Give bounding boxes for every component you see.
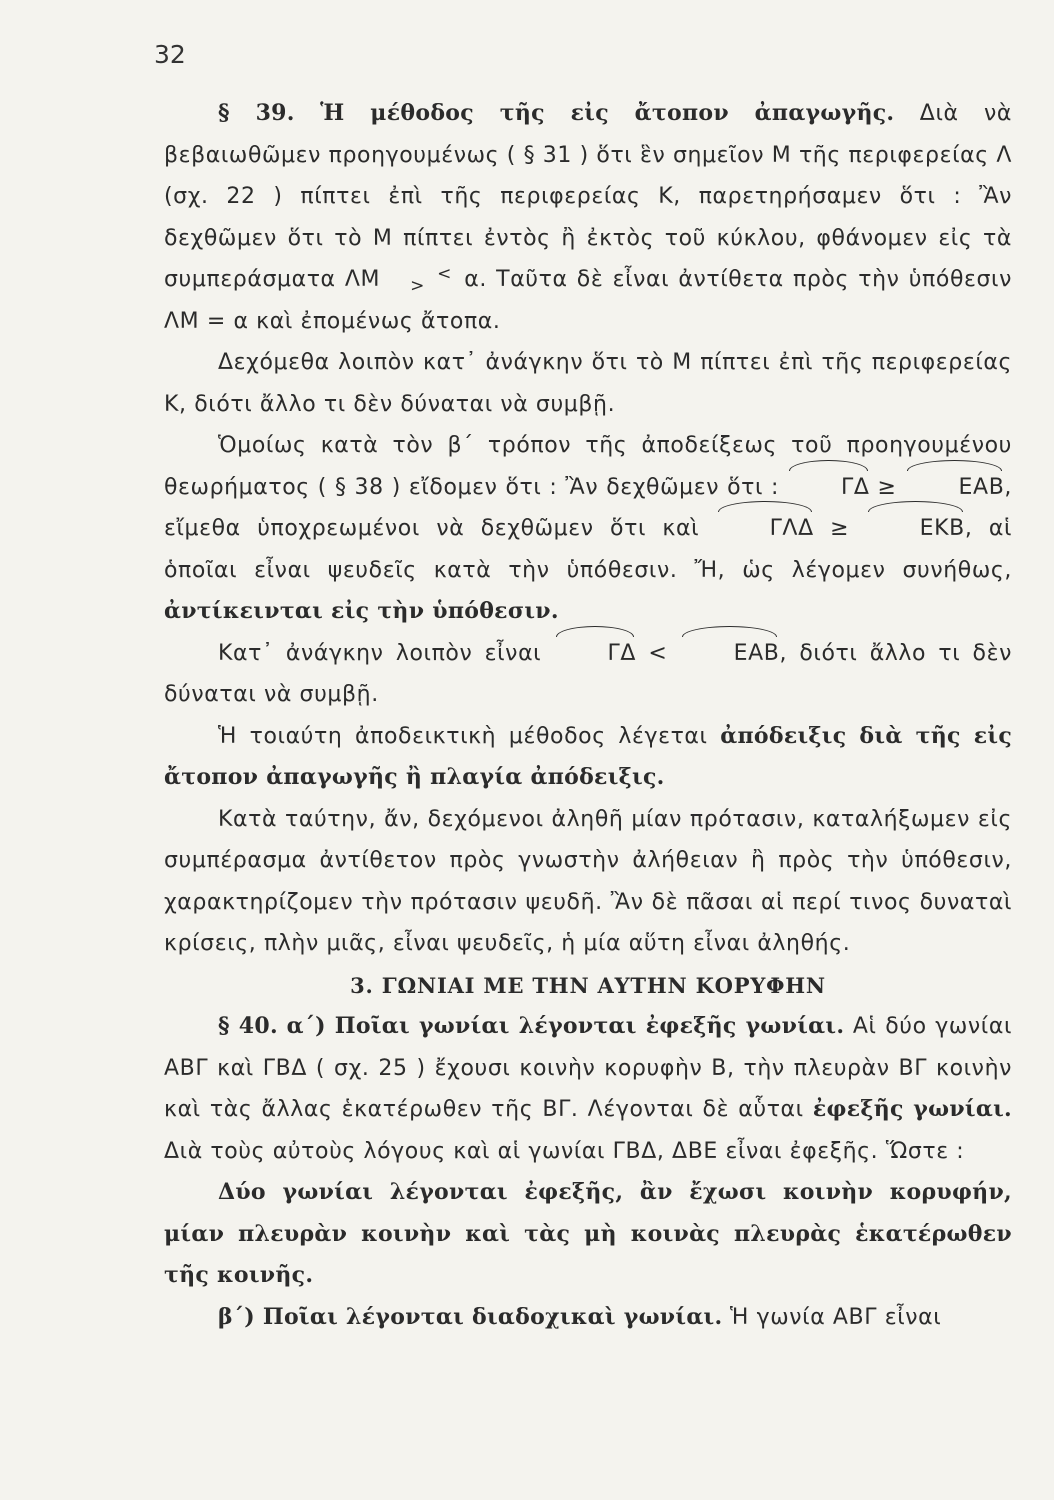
s40-subtitle-a: α΄) Ποῖαι γωνίαι λέγονται ἐφεξῆς γωνίαι. xyxy=(286,1013,845,1039)
s39-p1-text-a: Διὰ νὰ βεβαιωθῶμεν προηγουμένως ( § 31 ) ὅτι ἓν σημεῖον Μ τῆς περιφερείας Λ (σχ. 22 ) πίπτει ἐπὶ τῆς περιφερείας Κ, παρετηρήσαμεν ὅτι : Ἂν δεχθῶμεν ὅτι τὸ Μ πίπτει ἐντὸς ἢ ἐκτὸς τοῦ κύκλου, φθάνομεν εἰς τὰ συμπεράσματα ΛΜ xyxy=(164,101,1012,292)
page-number: 32 xyxy=(154,40,186,69)
s39-p5-emphasis: ἀπόδειξις διὰ τῆς εἰς ἄτοπον ἀπαγωγῆς ἢ πλαγία ἀπόδειξις. xyxy=(164,722,1013,790)
s39-paragraph-3 xyxy=(164,425,1012,633)
s39-p4-text-a: Κατ᾽ ἀνάγκην λοιπὸν εἶναι xyxy=(218,640,554,666)
arc-gld: ΓΛΔ xyxy=(716,508,814,550)
relation-sign: < xyxy=(636,640,680,666)
s39-p3-text-c: , αἱ ὁποῖαι εἶναι ψευδεῖς κατὰ τὴν ὑπόθεσιν. Ἤ, ὡς λέγομεν συνήθως, xyxy=(164,516,1012,583)
s39-p5-text: Ἡ τοιαύτη ἀποδεικτικὴ μέθοδος λέγεται xyxy=(218,723,721,749)
s39-p4-text-b: , διότι ἄλλο τι δὲν δύναται νὰ συμβῇ. xyxy=(164,640,1012,707)
s39-paragraph-5 xyxy=(164,716,1012,799)
arc-eab: ΕΑΒ xyxy=(680,633,780,675)
s40-section-label: § 40. xyxy=(218,1013,278,1039)
s39-section-label: § 39. xyxy=(218,100,295,126)
s40-p1-text-a: Αἱ δύο γωνίαι ΑΒΓ καὶ ΓΒΔ ( σχ. 25 ) ἔχουσι κοινὴν κορυφὴν Β, τὴν πλευρὰν ΒΓ κοινὴν καὶ τὰς ἄλλας ἑκατέρωθεν τῆς ΒΓ. Λέγονται δὲ αὗται xyxy=(164,1014,1013,1122)
relation-sign: ≥ xyxy=(813,516,866,541)
s39-paragraph-6: Κατὰ ταύτην, ἄν, δεχόμενοι ἀληθῆ μίαν πρότασιν, καταλήξωμεν εἰς συμπέρασμα ἀντίθετον πρὸς γνωστὴν ἀλήθειαν ἢ πρὸς τὴν ὑπόθεσιν, χαρακτηρίζομεν τὴν πρότασιν ψευδῆ. Ἂν δὲ πᾶσαι αἱ περί τινος δυναταὶ κρίσεις, πλὴν μιᾶς, εἶναι ψευδεῖς, ἡ μία αὕτη εἶναι ἀληθής. xyxy=(164,806,1012,956)
less-greater-symbol xyxy=(383,264,452,296)
relation-sign: ≥ xyxy=(869,474,905,500)
arc-gd: ΓΔ xyxy=(554,633,637,675)
s39-p3-text-b: , εἴμεθα ὑποχρεωμένοι νὰ δεχθῶμεν ὅτι καὶ xyxy=(164,474,1012,541)
s39-p1-text-b: α. Ταῦτα δὲ εἶναι ἀντίθετα πρὸς τὴν ὑπόθεσιν ΛΜ = α καὶ ἐπομένως ἄτοπα. xyxy=(164,267,1012,334)
s39-p3-text-a: Ὁμοίως κατὰ τὸν β΄ τρόπον τῆς ἀποδείξεως τοῦ προηγουμένου θεωρήματος ( § 38 ) εἴδομεν ὅτι : Ἂν δεχθῶμεν ὅτι : xyxy=(164,433,1012,500)
s39-paragraph-1 xyxy=(164,93,1012,342)
s39-paragraph-2: Δεχόμεθα λοιπὸν κατ᾽ ἀνάγκην ὅτι τὸ Μ πίπτει ἐπὶ τῆς περιφερείας Κ, διότι ἄλλο τι δὲν δύναται νὰ συμβῇ. xyxy=(164,350,1012,417)
s40-paragraph-b xyxy=(164,1297,1012,1339)
s39-title: Ἡ μέθοδος τῆς εἰς ἄτοπον ἀπαγωγῆς. xyxy=(320,100,895,126)
page-body xyxy=(164,93,1012,1338)
arc-eab: ΕΑΒ xyxy=(905,467,1005,509)
s40-p1-emphasis: ἐφεξῆς γωνίαι. xyxy=(812,1096,1012,1122)
s39-paragraph-4 xyxy=(164,633,1012,716)
s40-definition: Δύο γωνίαι λέγονται ἐφεξῆς, ἂν ἔχωσι κοινὴν κορυφήν, μίαν πλευρὰν κοινὴν καὶ τὰς μὴ κοινὰς πλευρὰς ἑκατέρωθεν τῆς κοινῆς. xyxy=(164,1179,1012,1288)
s40-b-text: Ἡ γωνία ΑΒΓ εἶναι xyxy=(722,1304,942,1330)
s40-subtitle-b: β΄) Ποῖαι λέγονται διαδοχικαὶ γωνίαι. xyxy=(218,1303,723,1330)
s40-p1-text-b: Διὰ τοὺς αὐτοὺς λόγους καὶ αἱ γωνίαι ΓΒΔ, ΔΒΕ εἶναι ἐφεξῆς. Ὥστε : xyxy=(164,1138,965,1164)
greater-sign: > xyxy=(410,276,425,296)
section-heading-3: 3. ΓΩΝΙΑΙ ΜΕ ΤΗΝ ΑΥΤΗΝ ΚΟΡΥΦΗΝ xyxy=(350,972,826,998)
s39-p3-emphasis: ἀντίκεινται εἰς τὴν ὑπόθεσιν. xyxy=(164,598,559,624)
less-sign: < xyxy=(437,264,452,284)
arc-gd: ΓΔ xyxy=(787,467,870,509)
s40-paragraph-1 xyxy=(164,1006,1012,1172)
arc-ekb: ΕΚΒ xyxy=(866,508,965,550)
